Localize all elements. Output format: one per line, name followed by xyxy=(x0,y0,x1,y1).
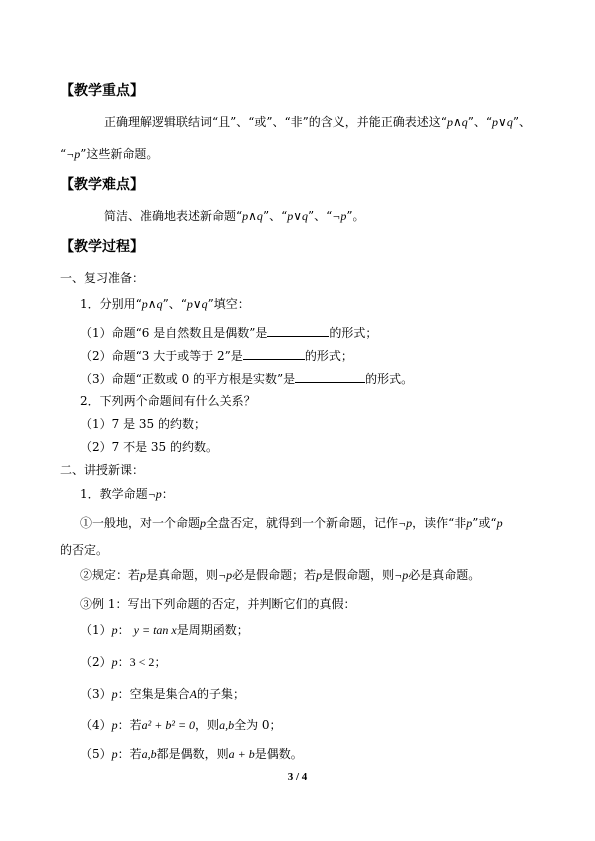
math-set-A: A xyxy=(189,687,197,701)
ex-text: ：若 xyxy=(117,747,142,761)
math-expression: a² + b² = 0 xyxy=(141,718,196,732)
math-p: p xyxy=(111,655,118,669)
math-p-or-q: p∨q xyxy=(287,209,309,223)
example-item-3 xyxy=(80,686,245,702)
ex-text: ： xyxy=(117,623,130,637)
q1-text: ”填空： xyxy=(207,297,250,311)
math-p: p xyxy=(111,687,118,701)
para-text: ②规定：若 xyxy=(80,568,141,582)
math-not-p: ¬p xyxy=(398,516,413,530)
math-p: p xyxy=(111,623,118,637)
review-question-2: 2．下列两个命题间有什么关系？ xyxy=(80,394,256,408)
separator: ”、“ xyxy=(467,115,493,129)
ex-label: （4） xyxy=(80,718,112,732)
math-p-or-q: p∨q xyxy=(186,297,208,311)
math-p-or-q: p∨q xyxy=(492,115,513,129)
math-ab: a,b xyxy=(141,747,157,761)
para-text: 全盘否定，就得到一个新命题，记作 xyxy=(206,516,399,530)
example-item-2 xyxy=(80,654,166,670)
teach-subtitle-1 xyxy=(80,486,174,502)
item-text: 的形式； xyxy=(329,326,378,340)
math-p-and-q: p∧q xyxy=(446,115,468,129)
item-text: 的形式。 xyxy=(365,372,414,386)
heading-teaching-difficulty: 【教学难点】 xyxy=(60,177,144,193)
review-item-2 xyxy=(80,347,353,364)
ex-text: ：若 xyxy=(117,718,142,732)
math-not-p: ¬p xyxy=(394,568,409,582)
math-ab: a,b xyxy=(219,718,235,732)
math-p: p xyxy=(466,516,473,530)
math-p: p xyxy=(316,568,323,582)
fill-blank xyxy=(295,370,365,383)
separator: ”、“ xyxy=(262,209,288,223)
math-expression: a + b xyxy=(228,747,255,761)
para-text: ”或“ xyxy=(472,516,497,530)
ex-label: （3） xyxy=(80,687,112,701)
ex-text: ：空集是集合 xyxy=(117,687,190,701)
ex-text: ； xyxy=(154,655,167,669)
item-text: （3）命题“正数或 0 的平方根是实数”是 xyxy=(80,372,296,386)
math-not-p: ¬p xyxy=(332,209,347,223)
ex-label: （1） xyxy=(80,623,112,637)
example-1-title: ③例 1：写出下列命题的否定，并判断它们的真假： xyxy=(80,597,356,611)
math-not-p: ¬p xyxy=(218,568,233,582)
ex-text: ，则 xyxy=(195,718,220,732)
open-quote: “ xyxy=(60,147,67,161)
math-p: p xyxy=(140,568,147,582)
review-question-1 xyxy=(80,296,250,312)
math-p: p xyxy=(111,718,118,732)
review-item-3 xyxy=(80,370,413,387)
focus-text: 正确理解逻辑联结词“且”、“或”、“非”的含义，并能正确表述这“ xyxy=(104,115,447,129)
ex-label: （2） xyxy=(80,655,112,669)
separator: ”、“ xyxy=(162,297,187,311)
math-not-p: ¬p xyxy=(147,487,162,501)
math-expression: y = tan x xyxy=(133,623,177,637)
example-item-1 xyxy=(80,622,249,638)
fill-blank xyxy=(267,324,329,337)
difficulty-text: ”。 xyxy=(346,209,365,223)
section-teach-title: 二、讲授新课： xyxy=(60,463,145,477)
fill-blank xyxy=(243,347,305,360)
ex-label: （5） xyxy=(80,747,112,761)
para-text: ，读作“非 xyxy=(412,516,467,530)
para-text: 必是真命题。 xyxy=(408,568,481,582)
teach-paragraph-2 xyxy=(80,567,480,583)
ex-text: 是偶数。 xyxy=(254,747,303,761)
difficulty-line xyxy=(104,208,365,224)
difficulty-text: 简洁、准确地表述新命题“ xyxy=(104,209,243,223)
page-number: 3 / 4 xyxy=(287,771,308,783)
ex-text: 是周期函数； xyxy=(176,623,249,637)
ex-text: 的子集； xyxy=(197,687,246,701)
para-text: 是真命题，则 xyxy=(146,568,219,582)
heading-teaching-process: 【教学过程】 xyxy=(60,239,144,255)
teach-paragraph-1-cont: 的否定。 xyxy=(60,543,109,557)
para-text: 必是假命题；若 xyxy=(232,568,317,582)
example-item-4 xyxy=(80,717,282,733)
item-text: （1）命题“6 是自然数且是偶数”是 xyxy=(80,326,268,340)
ex-text: 都是偶数，则 xyxy=(156,747,229,761)
sub-text: ： xyxy=(161,487,174,501)
math-expression: 3 < 2 xyxy=(129,655,155,669)
review-item-1 xyxy=(80,324,377,341)
para-text: 是假命题，则 xyxy=(322,568,395,582)
math-p-and-q: p∧q xyxy=(242,209,263,223)
example-item-5 xyxy=(80,746,303,762)
sub-text: 1．教学命题 xyxy=(80,487,148,501)
focus-text: ”这些新命题。 xyxy=(80,147,159,161)
ex-text: 全为 0； xyxy=(234,718,282,732)
heading-teaching-focus: 【教学重点】 xyxy=(60,83,144,99)
para-text: ①一般地，对一个命题 xyxy=(80,516,201,530)
ex-text: ： xyxy=(117,655,130,669)
separator: ”、“ xyxy=(308,209,333,223)
section-review-title: 一、复习准备： xyxy=(60,271,145,285)
math-p: p xyxy=(200,516,207,530)
focus-line-2 xyxy=(60,146,158,162)
math-p: p xyxy=(496,516,503,530)
focus-line-1 xyxy=(104,114,531,130)
review-q2-item-1: （1）7 是 35 的约数； xyxy=(80,417,206,431)
separator: ”、 xyxy=(512,115,531,129)
math-p-and-q: p∧q xyxy=(141,297,163,311)
math-p: p xyxy=(111,747,118,761)
item-text: 的形式； xyxy=(304,349,353,363)
teach-paragraph-1 xyxy=(80,515,503,531)
item-text: （2）命题“3 大于或等于 2”是 xyxy=(80,349,243,363)
q1-text: 1．分别用“ xyxy=(80,297,142,311)
math-not-p: ¬p xyxy=(66,147,81,161)
review-q2-item-2: （2）7 不是 35 的约数。 xyxy=(80,440,218,454)
